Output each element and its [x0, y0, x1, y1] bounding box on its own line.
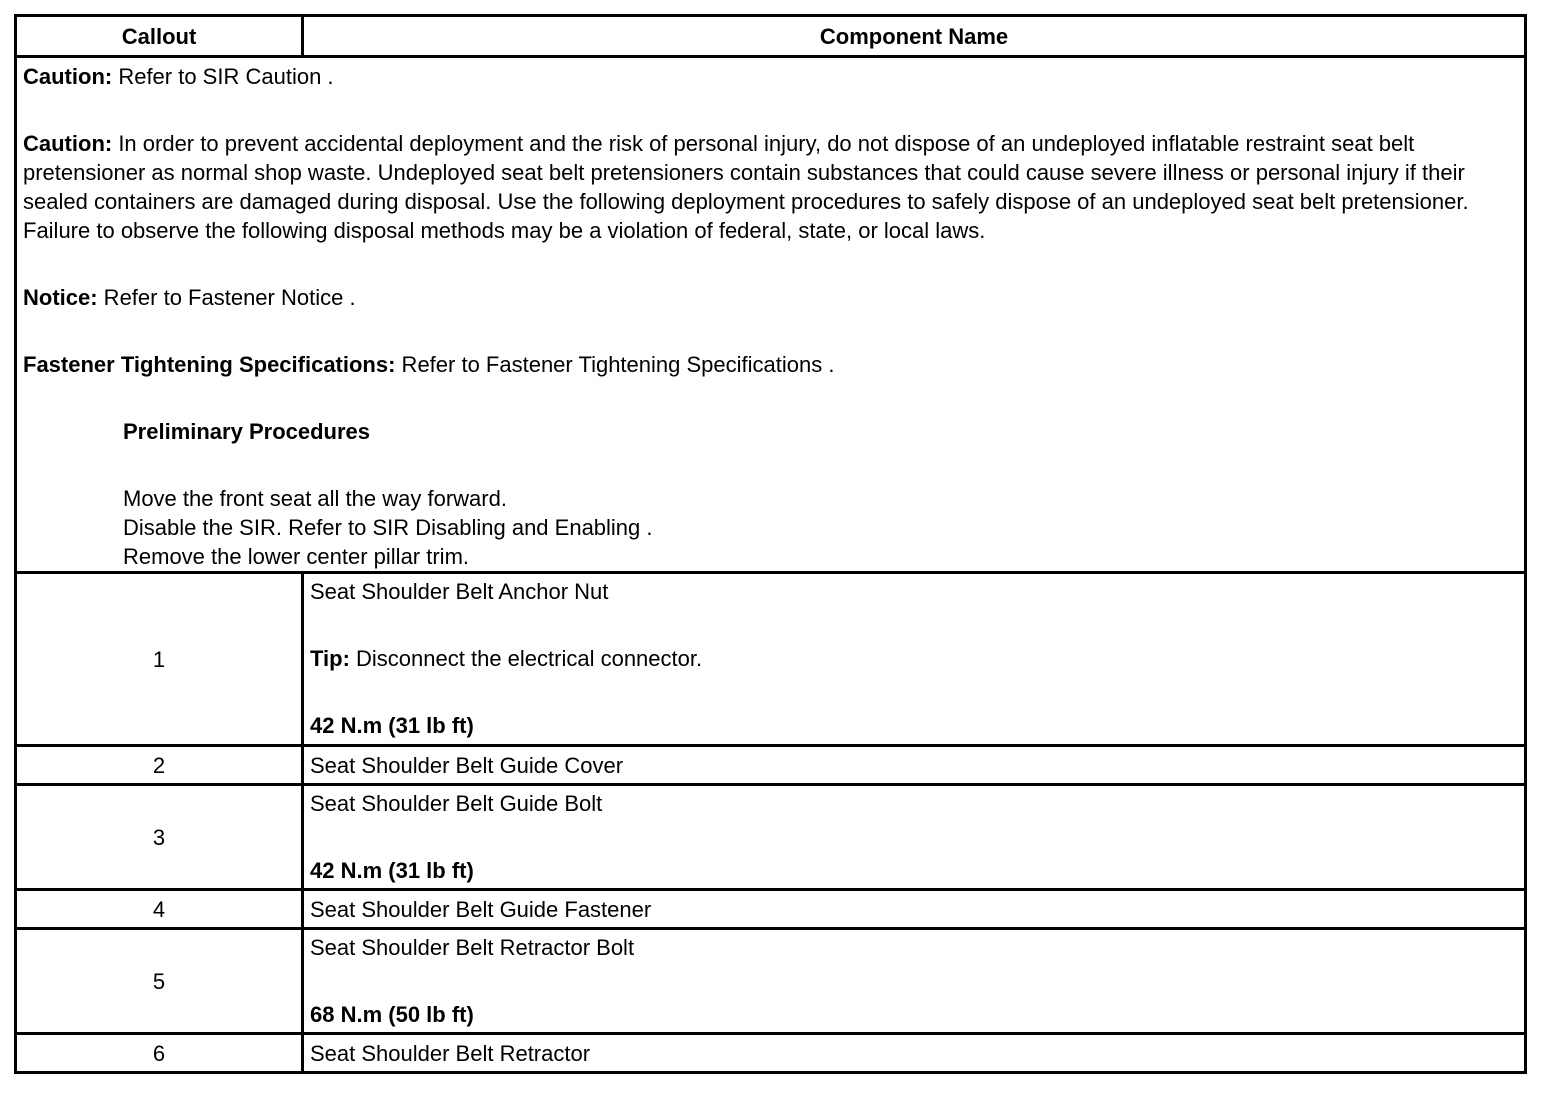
notice-text: Refer to Fastener Notice . [97, 285, 356, 310]
step-item: Remove the lower center pillar trim. [123, 544, 470, 569]
caution-disposal [23, 129, 1518, 245]
preliminary-steps [23, 484, 1518, 571]
notice [23, 283, 1518, 312]
caution-text: Refer to SIR Caution . [112, 64, 334, 89]
fastener-specs [23, 350, 1518, 379]
intro-row [16, 57, 1526, 573]
component-name-cell [303, 573, 1526, 746]
table-row [16, 1034, 1526, 1073]
callout-number: 3 [16, 785, 303, 890]
torque-spec: 42 N.m (31 lb ft) [310, 858, 474, 883]
torque-spec: 42 N.m (31 lb ft) [310, 713, 474, 738]
table-row [16, 890, 1526, 929]
caution-text: In order to prevent accidental deployment and the risk of personal injury, do not dispose of an undeployed inflatable restraint seat belt pretensioner as normal shop waste. Undeployed seat belt pretensioners contain substances that could cause severe illness or personal injury if their sealed containers are damaged during disposal. Use the following deployment procedures to safely dispose of an undeployed seat belt pretensioner. Failure to observe the following disposal methods may be a violation of federal, state, or local laws. [23, 131, 1469, 243]
header-row [16, 16, 1526, 57]
table-row [16, 573, 1526, 746]
preliminary-heading: Preliminary Procedures [123, 419, 371, 444]
component-name-cell [303, 929, 1526, 1034]
caution-label: Caution: [23, 131, 113, 156]
table-row [16, 785, 1526, 890]
notice-label: Notice: [23, 285, 98, 310]
caution-label: Caution: [23, 64, 113, 89]
component-name: Seat Shoulder Belt Guide Bolt [310, 791, 603, 816]
callout-column-header: Callout [16, 16, 303, 57]
intro-cell [16, 57, 1526, 573]
callout-number: 5 [16, 929, 303, 1034]
component-name: Seat Shoulder Belt Retractor [303, 1034, 1526, 1073]
caution-sir [23, 62, 1518, 91]
callout-number: 6 [16, 1034, 303, 1073]
torque-spec: 68 N.m (50 lb ft) [310, 1002, 474, 1027]
component-name: Seat Shoulder Belt Guide Fastener [303, 890, 1526, 929]
component-name: Seat Shoulder Belt Retractor Bolt [310, 935, 635, 960]
table-row [16, 929, 1526, 1034]
component-name: Seat Shoulder Belt Guide Cover [303, 746, 1526, 785]
tip [310, 644, 1518, 673]
component-name: Seat Shoulder Belt Anchor Nut [310, 579, 609, 604]
tip-label: Tip: [310, 646, 350, 671]
callout-number: 4 [16, 890, 303, 929]
fastener-text: Refer to Fastener Tightening Specifications . [395, 352, 835, 377]
component-table [14, 14, 1527, 1074]
callout-number: 1 [16, 573, 303, 746]
component-name-column-header: Component Name [303, 16, 1526, 57]
callout-number: 2 [16, 746, 303, 785]
step-item: Move the front seat all the way forward. [123, 486, 507, 511]
component-name-cell [303, 785, 1526, 890]
step-item: Disable the SIR. Refer to SIR Disabling and Enabling . [123, 515, 653, 540]
fastener-label: Fastener Tightening Specifications: [23, 352, 396, 377]
table-row [16, 746, 1526, 785]
tip-text: Disconnect the electrical connector. [349, 646, 703, 671]
